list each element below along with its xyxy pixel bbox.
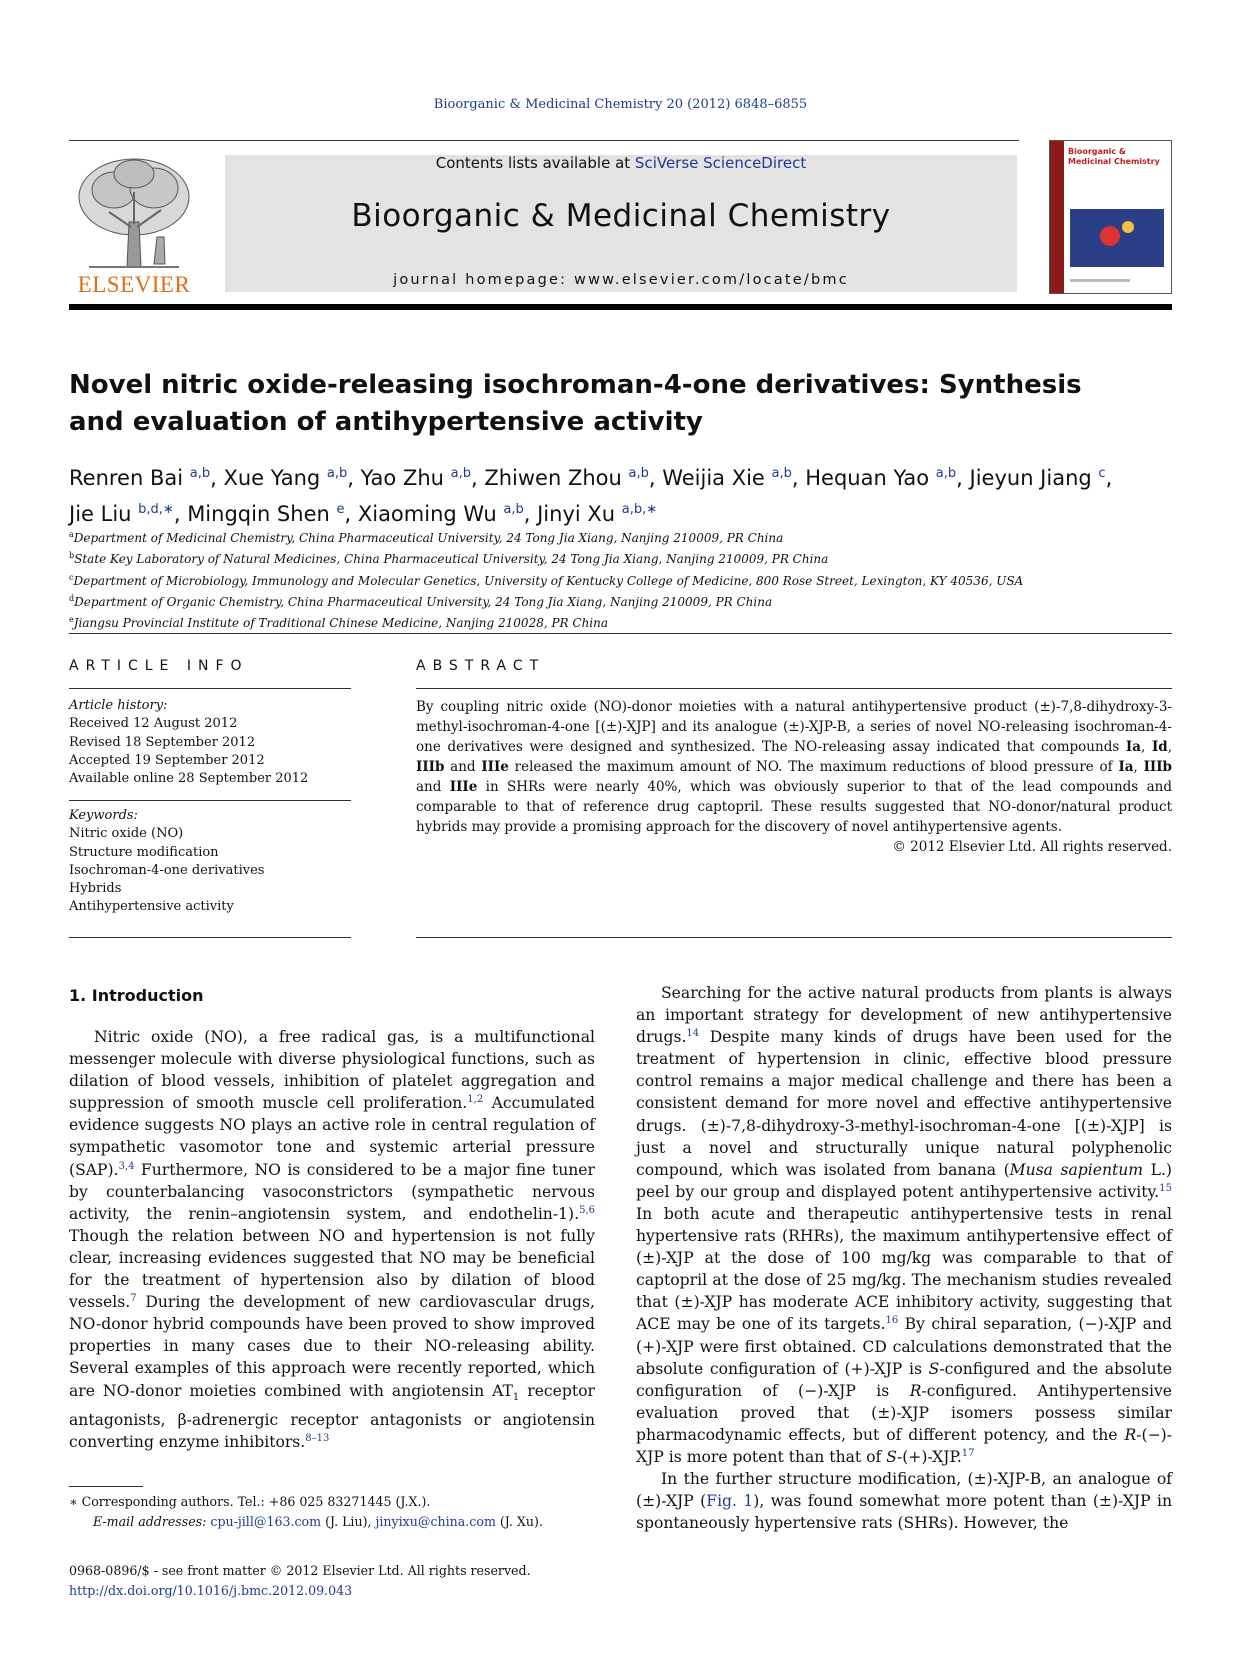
ref-link[interactable]: 3,4 [118, 1160, 135, 1172]
author: Mingqin Shen $^e$ [187, 502, 345, 526]
article-info-bottom-rule [69, 937, 351, 938]
author: Yao Zhu $^{a,b}$ [360, 466, 471, 490]
affiliation-item: $^a$Department of Medicinal Chemistry, China Pharmaceutical University, 24 Tong Jia Xiang, Nanjing 210009, PR China [69, 530, 784, 545]
article-title: Novel nitric oxide-releasing isochroman-4-one derivatives: Synthesis and evaluation of antihypertensive activity [69, 370, 1082, 437]
figure-link[interactable]: Fig. 1 [706, 1492, 754, 1511]
author-affiliation-marker[interactable]: a,b [771, 466, 792, 481]
intro-right-column: Searching for the active natural products from plants is always an important strategy for development of new antihypertensive drugs.$^{14}$ Despite many kinds of drugs have been used for the treatment of hypertension in clinic, effective blood pressure control remains a major medical challenge and there has been a consistent demand for more novel and effective antihypertensive drugs. (±)-7,8-dihydroxy-3-methyl-isochroman-4-one [(±)-XJP] is just a novel and structurally unique natural polyphenolic compound, which was isolated from banana (Musa sapientum L.) peel by our group and displayed potent antihypertensive activity.$^{15}$ In both acute and therapeutic antihypertensive tests in renal hypertensive rats (RHRs), the maximum antihypertensive effect of (±)-XJP at the dose of 100 mg/kg was comparable to that of captopril at the dose of 25 mg/kg. The mechanism studies revealed that (±)-XJP has moderate ACE inhibitory activity, suggesting that ACE may be one of its targets.$^{16}$ By chiral separation, (−)-XJP and (+)-XJP were first obtained. CD calculations demonstrated that the absolute configuration of (+)-XJP is S-configured and the absolute configuration of (−)-XJP is R-configured. Antihypertensive evaluation proved that (±)-XJP isomers possess similar pharmacodynamic effects, but of different potency, and the R-(−)-XJP is more potent than that of S-(+)-XJP.$^{17}$ In the further structure modification, (±)-XJP-B, an analogue of (±)-XJP (Fig. 1), was found somewhat more potent than (±)-XJP in spontaneously hypertensive rats (SHRs). However, the [636, 984, 1173, 1533]
journal-homepage[interactable]: journal homepage: www.elsevier.com/locate/bmc [393, 272, 849, 288]
affiliation-item: $^e$Jiangsu Provincial Institute of Traditional Chinese Medicine, Nanjing 210028, PR China [69, 615, 609, 631]
abstract-heading: ABSTRACT [416, 658, 546, 674]
affiliation-item: $^b$State Key Laboratory of Natural Medicines, China Pharmaceutical University, 24 Tong Jia Xiang, Nanjing 210009, PR China [69, 551, 829, 567]
footnote-rule [69, 1486, 143, 1487]
abstract-rule [416, 688, 1172, 689]
email-link-liu[interactable]: cpu-jill@163.com [210, 1514, 322, 1529]
author-affiliation-marker[interactable]: a,b [935, 466, 957, 481]
author: Renren Bai $^{a,b}$ [69, 466, 211, 490]
author: Jie Liu $^{b,d,∗}$ [69, 502, 174, 526]
author: Jinyi Xu $^{a,b,∗}$ [537, 502, 658, 526]
section-heading-introduction: 1. Introduction [69, 986, 204, 1005]
affiliation-rule [69, 633, 1172, 634]
doi-link[interactable]: http://dx.doi.org/10.1016/j.bmc.2012.09.043 [69, 1583, 353, 1598]
keywords: Keywords: Nitric oxide (NO) Structure modification Isochroman-4-one derivatives Hybrids Antihypertensive activity [69, 808, 265, 915]
keywords-rule [69, 800, 351, 801]
ref-link[interactable]: 8–13 [305, 1432, 330, 1444]
author-affiliation-marker[interactable]: c [1098, 466, 1106, 481]
author-affiliation-marker[interactable]: a,b [189, 466, 211, 481]
author: Jieyun Jiang $^c$ [969, 466, 1106, 490]
header-thick-rule [69, 304, 1172, 310]
author-affiliation-marker[interactable]: a,b,∗ [621, 502, 658, 517]
abstract-copyright: © 2012 Elsevier Ltd. All rights reserved. [892, 839, 1172, 855]
author: Zhiwen Zhou $^{a,b}$ [484, 466, 649, 490]
cover-title: Bioorganic & Medicinal Chemistry [1068, 147, 1160, 166]
author-affiliation-marker[interactable]: a,b [628, 466, 649, 481]
author-affiliation-marker[interactable]: e [336, 502, 345, 517]
affiliations [69, 526, 1179, 632]
author: Hequan Yao $^{a,b}$ [805, 466, 957, 490]
ref-link[interactable]: 16 [885, 1315, 899, 1327]
author-affiliation-marker[interactable]: a,b [503, 502, 524, 517]
abstract-bottom-rule [416, 937, 1172, 938]
intro-left-column: Nitric oxide (NO), a free radical gas, is a multifunctional messenger molecule with diverse physiological functions, such as dilation of blood vessels, inhibition of platelet aggregation and suppression of smooth muscle cell proliferation.$^{1,2}$ Accumulated evidence suggests NO plays an active role in central regulation of sympathetic vasomotor tone and systemic arterial pressure (SAP).$^{3,4}$ Furthermore, NO is considered to be a major fine tuner by counterbalancing vasoconstrictors (sympathetic nervous activity, the renin–angiotensin system, and endothelin-1).$^{5,6}$ Though the relation between NO and hypertension is not fully clear, increasing evidences suggested that NO may be beneficial for the treatment of hypertension also by dilation of blood vessels.$^7$ During the development of new cardiovascular drugs, NO-donor hybrid compounds have been proved to show improved properties in many cases due to their NO-releasing ability. Several examples of this approach were recently reported, which are NO-donor moieties combined with angiotensin $AT_1$ receptor antagonists, β-adrenergic receptor antagonists or angiotensin converting enzyme inhibitors.$^{8-13}$ [69, 1028, 595, 1451]
header-rule [69, 140, 1019, 141]
email-link-xu[interactable]: jinyixu@china.com [375, 1514, 496, 1529]
affiliation-item: $^d$Department of Organic Chemistry, China Pharmaceutical University, 24 Tong Jia Xiang, Nanjing 210009, PR China [69, 593, 773, 609]
ref-link[interactable]: 1,2 [467, 1094, 484, 1106]
author-affiliation-marker[interactable]: a,b [450, 466, 471, 481]
article-info-heading: ARTICLE INFO [69, 658, 249, 674]
affiliation-item: $^c$Department of Microbiology, Immunology and Molecular Genetics, University of Kentucky College of Medicine, 800 Rose Street, Lexington, KY 40536, USA [69, 572, 1024, 588]
article-history: Article history: Received 12 August 2012 Revised 18 September 2012 Accepted 19 September 2012 Available online 28 September 2012 [69, 698, 309, 787]
author-list: Renren Bai $^{a,b}$, Xue Yang $^{a,b}$, Yao Zhu $^{a,b}$, Zhiwen Zhou $^{a,b}$, Weijia Xie $^{a,b}$, Hequan Yao $^{a,b}$, Jieyun Jiang $^c$, Jie Liu $^{b,d,∗}$, Mingqin Shen $^e$, Xiaoming Wu $^{a,b}$, Jinyi Xu $^{a,b,∗}$ [69, 466, 1113, 526]
contents-line: Contents lists available at SciVerse ScienceDirect [435, 154, 807, 172]
author: Xue Yang $^{a,b}$ [223, 466, 348, 490]
corresponding-footnote: ∗ Corresponding authors. Tel.: +86 025 83271445 (J.X.). E-mail addresses: cpu-jill@163.com (J. Liu), jinyixu@china.com (J. Xu). [69, 1494, 543, 1529]
elsevier-wordmark: ELSEVIER [77, 272, 191, 297]
issn-line: 0968-0896/$ - see front matter © 2012 Elsevier Ltd. All rights reserved. [69, 1563, 531, 1578]
author: Xiaoming Wu $^{a,b}$ [357, 502, 524, 526]
ref-link[interactable]: 5,6 [579, 1204, 595, 1216]
journal-cover-thumbnail [1049, 140, 1172, 294]
author: Weijia Xie $^{a,b}$ [662, 466, 792, 490]
journal-title: Bioorganic & Medicinal Chemistry [351, 198, 891, 234]
publication-footer [69, 1561, 669, 1601]
author-affiliation-marker[interactable]: b,d,∗ [138, 502, 174, 517]
author-affiliation-marker[interactable]: a,b [326, 466, 348, 481]
ref-link[interactable]: 14 [686, 1028, 700, 1039]
ref-link[interactable]: 17 [961, 1447, 975, 1459]
article-info-rule [69, 688, 351, 689]
ref-link[interactable]: 7 [130, 1292, 137, 1304]
ref-link[interactable]: 15 [1159, 1182, 1172, 1194]
journal-citation[interactable]: Bioorganic & Medicinal Chemistry 20 (2012) 6848–6855 [433, 97, 808, 112]
sciencedirect-link[interactable]: SciVerse ScienceDirect [634, 154, 807, 172]
abstract-text: By coupling nitric oxide (NO)-donor moieties with a natural antihypertensive product (±)-7,8-dihydroxy-3-methyl-isochroman-4-one [(±)-XJP] and its analogue (±)-XJP-B, a series of novel NO-releasing isochroman-4-one derivatives were designed and synthesized. The NO-releasing assay indicated that compounds Ia, Id, IIIb and IIIe released the maximum amount of NO. The maximum reductions of blood pressure of Ia, IIIb and IIIe in SHRs were nearly 40%, which was obviously superior to that of the lead compounds and comparable to that of reference drug captopril. These results suggested that NO-donor/natural product hybrids may provide a promising approach for the discovery of novel antihypertensive agents. © 2012 Elsevier Ltd. All rights reserved. [416, 699, 1172, 855]
